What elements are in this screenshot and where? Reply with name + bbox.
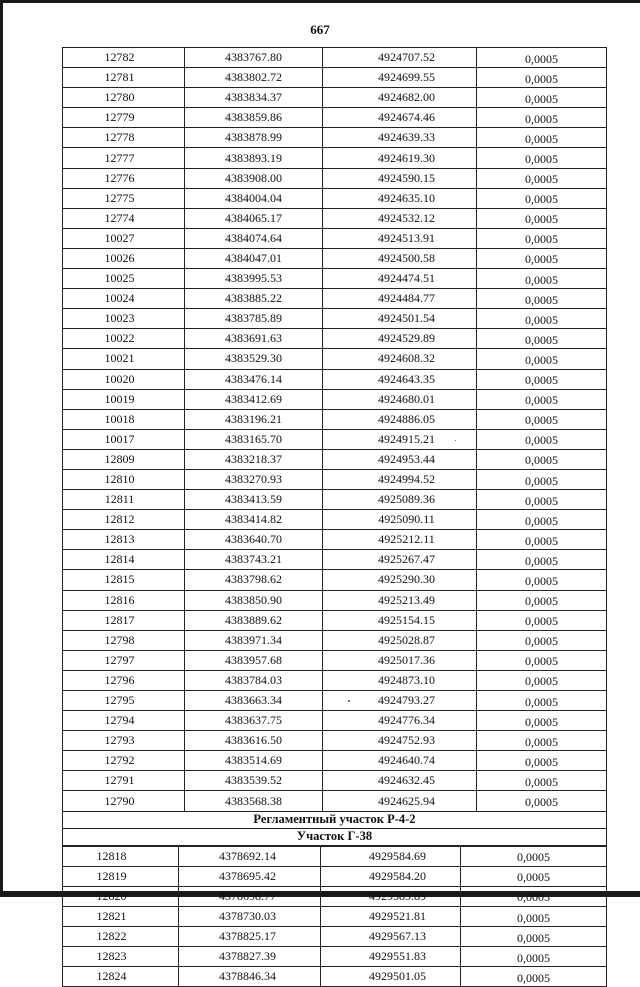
y-coordinate: 4924501.54 [323,309,477,329]
y-coordinate: 4924513.91 [323,228,477,248]
point-number: 12797 [63,650,185,670]
y-coordinate: 4925089.36 [323,490,477,510]
table-row [63,248,607,268]
y-coordinate: 4924915.21 [323,429,477,449]
y-coordinate: 4924474.51 [323,269,477,289]
point-number: 12781 [63,68,185,88]
y-coordinate: 4929521.81 [321,907,461,927]
accuracy-value: 0,0005 [477,88,607,108]
accuracy-value: 0,0005 [477,68,607,88]
accuracy-value: 0,0005 [477,731,607,751]
x-coordinate: 4384074.64 [185,228,323,248]
table-row [63,650,607,670]
point-number: 12792 [63,751,185,771]
table-row [63,168,607,188]
point-number: 10026 [63,248,185,268]
coordinates-table [62,47,607,846]
x-coordinate: 4383784.03 [185,670,323,690]
y-coordinate: 4924994.52 [323,469,477,489]
y-coordinate: 4924608.32 [323,349,477,369]
accuracy-value: 0,0005 [477,590,607,610]
x-coordinate: 4383971.34 [185,630,323,650]
x-coordinate: 4383802.72 [185,68,323,88]
point-number: 12817 [63,610,185,630]
y-coordinate: 4925290.30 [323,570,477,590]
table-row [63,630,607,650]
y-coordinate: 4924886.05 [323,409,477,429]
x-coordinate: 4383767.80 [185,48,323,68]
table-row [63,711,607,731]
table-row [63,68,607,88]
accuracy-value: 0,0005 [477,208,607,228]
accuracy-value: 0,0005 [477,248,607,268]
table-row [63,128,607,148]
table-row [63,329,607,349]
y-coordinate: 4929584.20 [321,866,461,886]
x-coordinate: 4383637.75 [185,711,323,731]
accuracy-value: 0,0005 [477,349,607,369]
x-coordinate: 4383885.22 [185,289,323,309]
accuracy-value: 0,0005 [461,866,607,886]
y-coordinate: 4929551.83 [321,947,461,967]
accuracy-value: 0,0005 [477,329,607,349]
y-coordinate: 4924532.12 [323,208,477,228]
x-coordinate: 4383514.69 [185,751,323,771]
subsection-row [63,828,607,845]
accuracy-value: 0,0005 [477,429,607,449]
table-row [63,409,607,429]
accuracy-value: 0,0005 [477,369,607,389]
x-coordinate: 4384065.17 [185,208,323,228]
accuracy-value: 0,0005 [477,610,607,630]
accuracy-value: 0,0005 [477,510,607,530]
x-coordinate: 4383889.62 [185,610,323,630]
x-coordinate: 4383785.89 [185,309,323,329]
x-coordinate: 4383414.82 [185,510,323,530]
y-coordinate: 4924680.01 [323,389,477,409]
x-coordinate: 4383218.37 [185,449,323,469]
y-coordinate: 4924500.58 [323,248,477,268]
point-number: 12822 [63,927,179,947]
subsection-title: Участок Г-38 [63,828,607,845]
table-row [63,846,607,866]
accuracy-value: 0,0005 [477,711,607,731]
table-row [63,108,607,128]
accuracy-value: 0,0005 [477,108,607,128]
y-coordinate: 4924793.27 [323,691,477,711]
accuracy-value: 0,0005 [477,168,607,188]
accuracy-value: 0,0005 [477,449,607,469]
table-row [63,510,607,530]
y-coordinate: 4925212.11 [323,530,477,550]
point-number: 12815 [63,570,185,590]
point-number: 12821 [63,907,179,927]
y-coordinate: 4924873.10 [323,670,477,690]
x-coordinate: 4384047.01 [185,248,323,268]
point-number: 12782 [63,48,185,68]
scan-edge-left [0,0,3,897]
accuracy-value: 0,0005 [477,128,607,148]
x-coordinate: 4383165.70 [185,429,323,449]
table-row [63,570,607,590]
accuracy-value: 0,0005 [477,570,607,590]
x-coordinate: 4383691.63 [185,329,323,349]
y-coordinate: 4925028.87 [323,630,477,650]
y-coordinate: 4929584.69 [321,846,461,866]
y-coordinate: 4925017.36 [323,650,477,670]
accuracy-value: 0,0005 [477,771,607,791]
y-coordinate: 4924674.46 [323,108,477,128]
y-coordinate: 4924776.34 [323,711,477,731]
x-coordinate: 4383413.59 [185,490,323,510]
y-coordinate: 4924619.30 [323,148,477,168]
y-coordinate: 4925154.15 [323,610,477,630]
x-coordinate: 4384004.04 [185,188,323,208]
table-row [63,530,607,550]
table-row [63,670,607,690]
accuracy-value: 0,0005 [477,148,607,168]
table-row [63,610,607,630]
table-row [63,429,607,449]
table-row [63,791,607,811]
y-coordinate: 4925090.11 [323,510,477,530]
x-coordinate: 4383798.62 [185,570,323,590]
accuracy-value: 0,0005 [477,389,607,409]
accuracy-value: 0,0005 [461,947,607,967]
table-row [63,269,607,289]
table-row [63,731,607,751]
accuracy-value: 0,0005 [461,886,607,906]
accuracy-value: 0,0005 [477,490,607,510]
accuracy-value: 0,0005 [461,846,607,866]
x-coordinate: 4378827.39 [179,947,321,967]
section-header-group [63,811,607,845]
y-coordinate: 4924752.93 [323,731,477,751]
x-coordinate: 4383663.34 [185,691,323,711]
table-row [63,309,607,329]
y-coordinate: 4925267.47 [323,550,477,570]
point-number: 12791 [63,771,185,791]
y-coordinate: 4924682.00 [323,88,477,108]
point-number: 12793 [63,731,185,751]
accuracy-value: 0,0005 [477,48,607,68]
table-row [63,389,607,409]
y-coordinate: 4924632.45 [323,771,477,791]
point-number: 12809 [63,449,185,469]
x-coordinate: 4383476.14 [185,369,323,389]
table-row [63,449,607,469]
point-number: 10019 [63,389,185,409]
point-number: 10017 [63,429,185,449]
x-coordinate: 4383859.86 [185,108,323,128]
point-number: 12780 [63,88,185,108]
point-number: 12810 [63,469,185,489]
point-number: 12794 [63,711,185,731]
accuracy-value: 0,0005 [477,228,607,248]
x-coordinate: 4383270.93 [185,469,323,489]
accuracy-value: 0,0005 [477,269,607,289]
x-coordinate: 4378692.14 [179,846,321,866]
x-coordinate: 4383850.90 [185,590,323,610]
point-number: 12776 [63,168,185,188]
x-coordinate: 4383640.70 [185,530,323,550]
point-number: 12823 [63,947,179,967]
accuracy-value: 0,0005 [477,469,607,489]
coordinates-table-body [63,48,607,812]
accuracy-value: 0,0005 [477,409,607,429]
accuracy-value: 0,0005 [477,530,607,550]
table-row [63,188,607,208]
point-number: 12790 [63,791,185,811]
x-coordinate: 4383908.00 [185,168,323,188]
x-coordinate: 4378698.77 [179,886,321,906]
table-row [63,148,607,168]
table-row [63,469,607,489]
page-number: 667 [310,22,330,37]
point-number: 12795 [63,691,185,711]
point-number: 12777 [63,148,185,168]
y-coordinate: 4929501.05 [321,967,461,987]
accuracy-value: 0,0005 [477,691,607,711]
table-row [63,369,607,389]
point-number: 10023 [63,309,185,329]
point-number: 12820 [63,886,179,906]
accuracy-value: 0,0005 [477,670,607,690]
point-number: 10024 [63,289,185,309]
table-row [63,866,607,886]
plot-coordinates-table [62,846,607,987]
scan-speck [348,700,350,702]
accuracy-value: 0,0005 [477,550,607,570]
scan-edge-top [0,0,640,3]
accuracy-value: 0,0005 [477,791,607,811]
point-number: 12818 [63,846,179,866]
accuracy-value: 0,0005 [477,188,607,208]
table-row [63,907,607,927]
y-coordinate: 4924643.35 [323,369,477,389]
x-coordinate: 4383529.30 [185,349,323,369]
x-coordinate: 4383616.50 [185,731,323,751]
point-number: 12798 [63,630,185,650]
table-row [63,967,607,987]
plot-coordinates-table-body [63,846,607,987]
accuracy-value: 0,0005 [461,967,607,987]
table-row [63,886,607,906]
table-row [63,771,607,791]
y-coordinate: 4924639.33 [323,128,477,148]
point-number: 12816 [63,590,185,610]
table-row [63,751,607,771]
table-row [63,349,607,369]
table-row [63,927,607,947]
scan-speck [455,440,456,441]
point-number: 12812 [63,510,185,530]
table-row [63,490,607,510]
accuracy-value: 0,0005 [477,630,607,650]
table-row [63,590,607,610]
y-coordinate: 4924707.52 [323,48,477,68]
accuracy-value: 0,0005 [477,309,607,329]
point-number: 12814 [63,550,185,570]
x-coordinate: 4383743.21 [185,550,323,570]
point-number: 12811 [63,490,185,510]
point-number: 12813 [63,530,185,550]
point-number: 12775 [63,188,185,208]
point-number: 10018 [63,409,185,429]
table-row [63,691,607,711]
table-row [63,228,607,248]
x-coordinate: 4378846.34 [179,967,321,987]
y-coordinate: 4924699.55 [323,68,477,88]
y-coordinate: 4929585.89 [321,886,461,906]
point-number: 12796 [63,670,185,690]
table-row [63,208,607,228]
point-number: 12824 [63,967,179,987]
table-row [63,947,607,967]
point-number: 10025 [63,269,185,289]
point-number: 12774 [63,208,185,228]
accuracy-value: 0,0005 [477,289,607,309]
x-coordinate: 4383878.99 [185,128,323,148]
y-coordinate: 4924529.89 [323,329,477,349]
y-coordinate: 4929567.13 [321,927,461,947]
y-coordinate: 4924590.15 [323,168,477,188]
x-coordinate: 4383568.38 [185,791,323,811]
x-coordinate: 4383412.69 [185,389,323,409]
point-number: 10022 [63,329,185,349]
point-number: 10027 [63,228,185,248]
x-coordinate: 4383196.21 [185,409,323,429]
x-coordinate: 4383539.52 [185,771,323,791]
y-coordinate: 4924484.77 [323,289,477,309]
point-number: 10020 [63,369,185,389]
x-coordinate: 4383834.37 [185,88,323,108]
x-coordinate: 4383995.53 [185,269,323,289]
accuracy-value: 0,0005 [477,751,607,771]
y-coordinate: 4925213.49 [323,590,477,610]
y-coordinate: 4924640.74 [323,751,477,771]
x-coordinate: 4378825.17 [179,927,321,947]
accuracy-value: 0,0005 [477,650,607,670]
y-coordinate: 4924635.10 [323,188,477,208]
coordinates-sheet [62,47,606,987]
accuracy-value: 0,0005 [461,907,607,927]
point-number: 10021 [63,349,185,369]
table-row [63,289,607,309]
x-coordinate: 4378695.42 [179,866,321,886]
x-coordinate: 4378730.03 [179,907,321,927]
table-row [63,48,607,68]
x-coordinate: 4383893.19 [185,148,323,168]
y-coordinate: 4924953.44 [323,449,477,469]
section-row [63,811,607,828]
accuracy-value: 0,0005 [461,927,607,947]
section-title: Регламентный участок Р-4-2 [63,811,607,828]
table-row [63,88,607,108]
y-coordinate: 4924625.94 [323,791,477,811]
point-number: 12779 [63,108,185,128]
point-number: 12778 [63,128,185,148]
x-coordinate: 4383957.68 [185,650,323,670]
table-row [63,550,607,570]
point-number: 12819 [63,866,179,886]
